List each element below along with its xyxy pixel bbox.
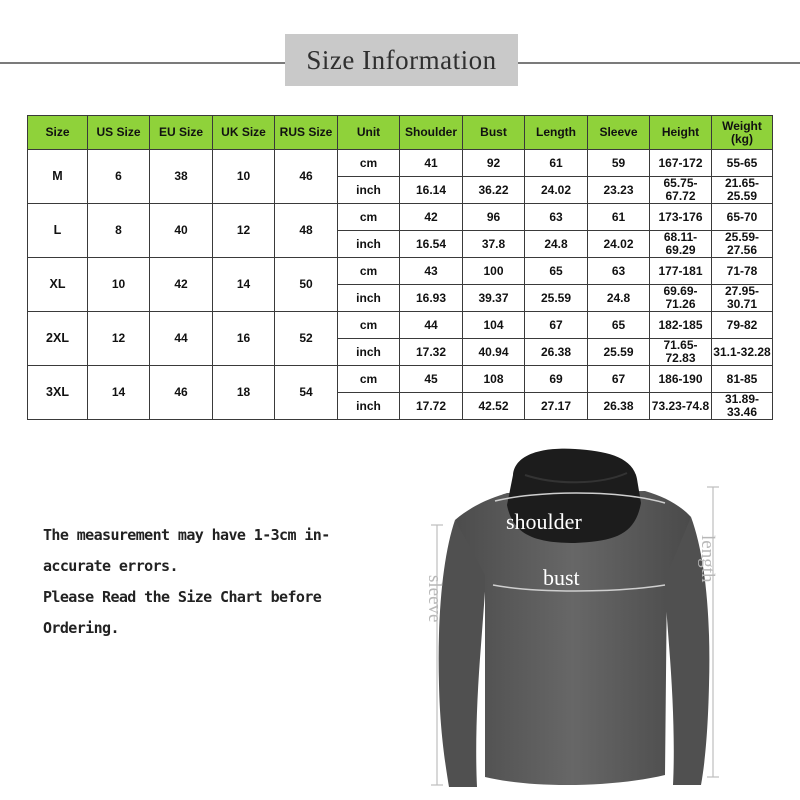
size-cell: 2XL	[28, 312, 88, 366]
size-cell: XL	[28, 258, 88, 312]
table-header-row	[28, 116, 773, 150]
bust-cell: 96	[463, 204, 525, 231]
column-header: Length	[525, 116, 588, 150]
length-cell: 25.59	[525, 285, 588, 312]
length-cell: 65	[525, 258, 588, 285]
column-header: Unit	[338, 116, 400, 150]
shoulder-label: shoulder	[506, 509, 582, 534]
bust-cell: 37.8	[463, 231, 525, 258]
sleeve-cell: 61	[588, 204, 650, 231]
unit-cell: cm	[338, 366, 400, 393]
weight-cell: 55-65	[712, 150, 773, 177]
weight-cell: 81-85	[712, 366, 773, 393]
bust-label: bust	[543, 565, 580, 590]
header-divider-right	[518, 62, 800, 64]
shoulder-cell: 17.72	[400, 393, 463, 420]
column-header: EU Size	[150, 116, 213, 150]
rus-size-cell: 46	[275, 150, 338, 204]
height-cell: 167-172	[650, 150, 712, 177]
column-header: Bust	[463, 116, 525, 150]
weight-cell: 31.89-33.46	[712, 393, 773, 420]
height-cell: 68.11-69.29	[650, 231, 712, 258]
shoulder-cell: 42	[400, 204, 463, 231]
size-cell: M	[28, 150, 88, 204]
header-divider-left	[0, 62, 285, 64]
bust-cell: 108	[463, 366, 525, 393]
length-cell: 27.17	[525, 393, 588, 420]
uk-size-cell: 10	[213, 150, 275, 204]
us-size-cell: 8	[88, 204, 150, 258]
length-cell: 63	[525, 204, 588, 231]
column-header: Weight (kg)	[712, 116, 773, 150]
sleeve-cell: 63	[588, 258, 650, 285]
uk-size-cell: 18	[213, 366, 275, 420]
unit-cell: inch	[338, 339, 400, 366]
column-header: Size	[28, 116, 88, 150]
note-line: Ordering.	[43, 619, 119, 637]
unit-cell: cm	[338, 312, 400, 339]
us-size-cell: 14	[88, 366, 150, 420]
table-row	[28, 204, 773, 231]
sleeve-label: sleeve	[424, 575, 445, 623]
bust-cell: 92	[463, 150, 525, 177]
height-cell: 173-176	[650, 204, 712, 231]
height-cell: 73.23-74.8	[650, 393, 712, 420]
shoulder-cell: 16.93	[400, 285, 463, 312]
weight-cell: 79-82	[712, 312, 773, 339]
shirt-diagram	[415, 445, 735, 795]
shoulder-cell: 16.14	[400, 177, 463, 204]
us-size-cell: 12	[88, 312, 150, 366]
bust-cell: 36.22	[463, 177, 525, 204]
header-banner	[285, 34, 518, 86]
table-row	[28, 258, 773, 285]
unit-cell: inch	[338, 393, 400, 420]
column-header: RUS Size	[275, 116, 338, 150]
length-cell: 24.02	[525, 177, 588, 204]
eu-size-cell: 42	[150, 258, 213, 312]
sleeve-cell: 67	[588, 366, 650, 393]
table-row	[28, 366, 773, 393]
note-line: The measurement may have 1-3cm in-	[43, 526, 330, 544]
unit-cell: cm	[338, 150, 400, 177]
note-line: Please Read the Size Chart before	[43, 588, 322, 606]
weight-cell: 31.1-32.28	[712, 339, 773, 366]
shoulder-cell: 17.32	[400, 339, 463, 366]
height-cell: 65.75-67.72	[650, 177, 712, 204]
length-cell: 61	[525, 150, 588, 177]
column-header: Height	[650, 116, 712, 150]
rus-size-cell: 48	[275, 204, 338, 258]
column-header: UK Size	[213, 116, 275, 150]
measurement-note	[43, 520, 383, 644]
shoulder-cell: 16.54	[400, 231, 463, 258]
height-cell: 186-190	[650, 366, 712, 393]
unit-cell: inch	[338, 285, 400, 312]
rus-size-cell: 54	[275, 366, 338, 420]
shoulder-cell: 43	[400, 258, 463, 285]
unit-cell: cm	[338, 258, 400, 285]
weight-cell: 65-70	[712, 204, 773, 231]
eu-size-cell: 46	[150, 366, 213, 420]
column-header: Shoulder	[400, 116, 463, 150]
height-cell: 69.69-71.26	[650, 285, 712, 312]
sleeve-cell: 24.02	[588, 231, 650, 258]
uk-size-cell: 14	[213, 258, 275, 312]
sleeve-cell: 65	[588, 312, 650, 339]
size-cell: 3XL	[28, 366, 88, 420]
height-cell: 71.65-72.83	[650, 339, 712, 366]
height-cell: 177-181	[650, 258, 712, 285]
size-table	[27, 115, 773, 420]
weight-cell: 27.95-30.71	[712, 285, 773, 312]
sleeve-cell: 24.8	[588, 285, 650, 312]
eu-size-cell: 40	[150, 204, 213, 258]
shoulder-cell: 44	[400, 312, 463, 339]
bust-cell: 40.94	[463, 339, 525, 366]
weight-cell: 21.65-25.59	[712, 177, 773, 204]
weight-cell: 71-78	[712, 258, 773, 285]
weight-cell: 25.59-27.56	[712, 231, 773, 258]
bust-cell: 100	[463, 258, 525, 285]
unit-cell: inch	[338, 177, 400, 204]
shoulder-cell: 41	[400, 150, 463, 177]
height-cell: 182-185	[650, 312, 712, 339]
sleeve-cell: 25.59	[588, 339, 650, 366]
us-size-cell: 6	[88, 150, 150, 204]
rus-size-cell: 52	[275, 312, 338, 366]
page-title: Size Information	[306, 44, 497, 75]
length-cell: 26.38	[525, 339, 588, 366]
eu-size-cell: 38	[150, 150, 213, 204]
unit-cell: cm	[338, 204, 400, 231]
column-header: US Size	[88, 116, 150, 150]
us-size-cell: 10	[88, 258, 150, 312]
uk-size-cell: 16	[213, 312, 275, 366]
bust-cell: 39.37	[463, 285, 525, 312]
sleeve-cell: 59	[588, 150, 650, 177]
length-cell: 69	[525, 366, 588, 393]
table-row	[28, 312, 773, 339]
bust-cell: 42.52	[463, 393, 525, 420]
uk-size-cell: 12	[213, 204, 275, 258]
unit-cell: inch	[338, 231, 400, 258]
sleeve-cell: 26.38	[588, 393, 650, 420]
note-line: accurate errors.	[43, 557, 178, 575]
rus-size-cell: 50	[275, 258, 338, 312]
bust-cell: 104	[463, 312, 525, 339]
eu-size-cell: 44	[150, 312, 213, 366]
shoulder-cell: 45	[400, 366, 463, 393]
size-cell: L	[28, 204, 88, 258]
length-cell: 24.8	[525, 231, 588, 258]
column-header: Sleeve	[588, 116, 650, 150]
table-row	[28, 150, 773, 177]
length-cell: 67	[525, 312, 588, 339]
sleeve-cell: 23.23	[588, 177, 650, 204]
length-label: length	[697, 535, 718, 583]
